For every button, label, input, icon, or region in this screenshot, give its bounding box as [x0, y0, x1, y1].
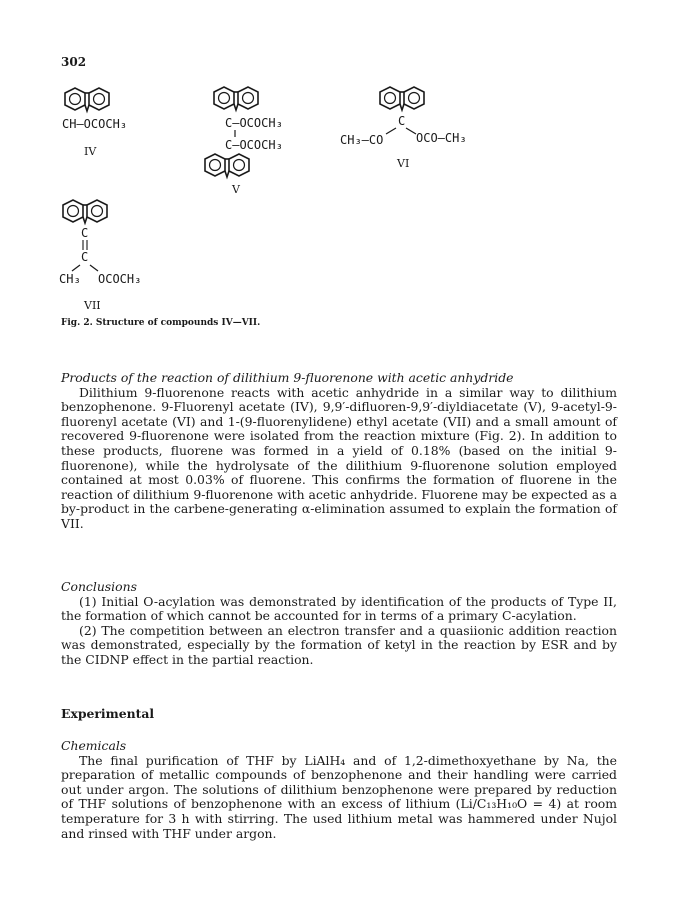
formula-vii-c2: C [81, 250, 89, 264]
paragraph-conclusion-1: (1) Initial O-acylation was demonstrated by identification of the products of Type II, the formation of which cannot be accounted for in terms of a primary C-acylation. [61, 593, 617, 624]
formula-vi-right: OCO–CH₃ [416, 131, 467, 145]
formula-vii-c1: C [81, 226, 89, 240]
label-vi: VI [397, 157, 410, 170]
formula-iv: CH–OCOCH₃ [62, 117, 128, 131]
section-heading-chemicals: Chemicals [61, 738, 127, 753]
figure-caption: Fig. 2. Structure of compounds IV—VII. [61, 318, 261, 328]
figure-structures [0, 0, 680, 320]
section-conclusions [61, 580, 617, 668]
paragraph-products: Dilithium 9-fluorenone reacts with acetic anhydride in a similar way to dilithium benzophenone. 9-Fluorenyl acetate (IV), 9,9′-difluoren-9,9′-diyldiacetate (V), 9-acetyl-9-fluorenyl acetate (VI) and 1-(9-fluorenylidene) ethyl acetate (VII) and a small amount of recovered 9-fluorenone were isolated from the reaction mixture (Fig. 2). In addition to these products, fluorene was formed in a yield of 0.18% (based on the initial 9-fluorenone), while the hydrolysate of the dilithium 9-fluorenone solution employed contained at most 0.03% of fluorene. This confirms the formation of fluorene in the reaction of dilithium 9-fluorenone with acetic anhydride. Fluorene may be expected as a by-product in the carbene-generating α-elimination assumed to explain the formation of VII. [61, 384, 617, 531]
paragraph-conclusion-2: (2) The competition between an electron transfer and a quasiionic addition reaction was demonstrated, especially by the formation of ketyl in the reaction by ESR and by the CIDNP effect in the partial reaction. [61, 622, 617, 667]
formula-vii-right: OCOCH₃ [98, 272, 142, 286]
formula-v-bottom: C–OCOCH₃ [225, 138, 283, 152]
structure-iv [62, 88, 127, 158]
label-vii: VII [84, 299, 101, 312]
formula-v-top: C–OCOCH₃ [225, 116, 283, 130]
label-iv: IV [84, 145, 97, 158]
page-number: 302 [61, 55, 87, 69]
structure-vii [59, 200, 141, 312]
section-experimental [61, 707, 617, 722]
formula-vi-c: C [398, 114, 406, 128]
section-products [61, 371, 617, 532]
section-heading-experimental: Experimental [61, 706, 155, 721]
label-v: V [232, 183, 240, 196]
section-chemicals [61, 739, 617, 841]
structure-vi [340, 87, 467, 170]
paragraph-chemicals: The final purification of THF by LiAlH₄ and of 1,2-dimethoxyethane by Na, the preparation of metallic compounds of benzophenone and their handling were carried out under argon. The solutions of dilithium benzophenone were prepared by reduction of THF solutions of benzophenone with an excess of lithium (Li/C₁₃H₁₀O = 4) at room temperature for 3 h with stirring. The used lithium metal was hammered under Nujol and rinsed with THF under argon. [61, 752, 617, 841]
formula-vi-left: CH₃–CO [340, 133, 384, 147]
section-heading-products: Products of the reaction of dilithium 9-fluorenone with acetic anhydride [61, 370, 514, 385]
formula-vii-left: CH₃ [59, 272, 81, 286]
section-heading-conclusions: Conclusions [61, 579, 137, 594]
structure-v [205, 87, 283, 196]
